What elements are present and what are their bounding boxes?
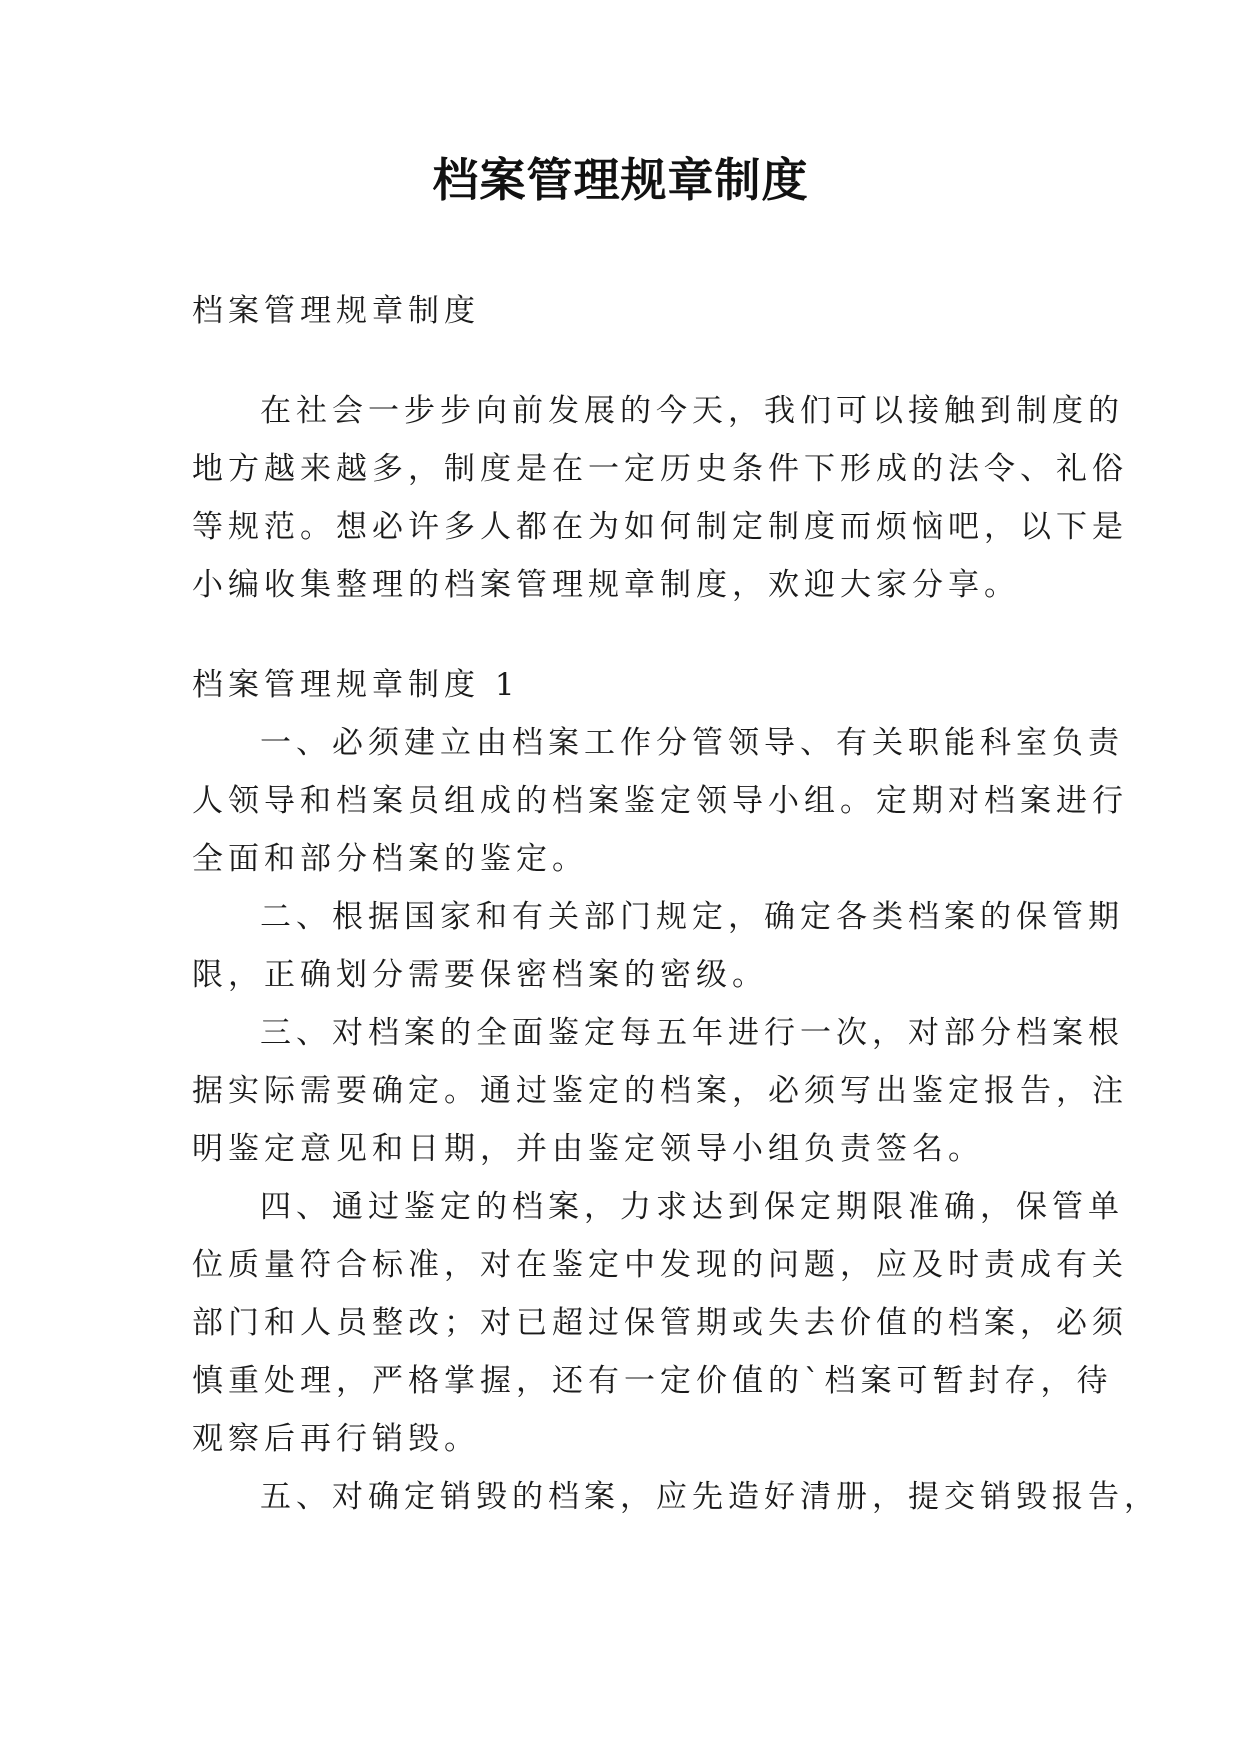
- item-4-line-1: 四、通过鉴定的档案，力求达到保定期限准确，保管单: [260, 1189, 1124, 1225]
- item-1-line-1: 一、必须建立由档案工作分管领导、有关职能科室负责: [260, 725, 1124, 761]
- section-heading: 档案管理规章制度 1: [192, 667, 520, 703]
- document-title: 档案管理规章制度: [432, 153, 809, 207]
- item-paragraph-4: [192, 1178, 1128, 1468]
- item-3-line-2: 据实际需要确定。通过鉴定的档案，必须写出鉴定报告，注: [192, 1073, 1128, 1109]
- item-4-line-4: 慎重处理，严格掌握，还有一定价值的`档案可暂封存，待: [192, 1363, 1113, 1399]
- document-subtitle: 档案管理规章制度: [192, 293, 480, 329]
- item-2-line-2: 限，正确划分需要保密档案的密级。: [192, 957, 768, 993]
- intro-line-1: 在社会一步步向前发展的今天，我们可以接触到制度的: [260, 393, 1124, 429]
- item-paragraph-3: [192, 1004, 1128, 1178]
- item-4-line-3: 部门和人员整改；对已超过保管期或失去价值的档案，必须: [192, 1305, 1128, 1341]
- item-paragraph-2: [192, 888, 1124, 1004]
- document-body: [192, 282, 1160, 1526]
- item-2-line-1: 二、根据国家和有关部门规定，确定各类档案的保管期: [260, 899, 1124, 935]
- intro-paragraph: [192, 382, 1128, 614]
- item-1-line-2: 人领导和档案员组成的档案鉴定领导小组。定期对档案进行: [192, 783, 1128, 819]
- item-5-line-1: 五、对确定销毁的档案，应先造好清册，提交销毁报告，: [260, 1479, 1160, 1515]
- item-paragraph-1: [192, 714, 1128, 888]
- item-paragraph-5: [192, 1468, 1160, 1526]
- item-3-line-3: 明鉴定意见和日期，并由鉴定领导小组负责签名。: [192, 1131, 984, 1167]
- intro-line-3: 等规范。想必许多人都在为如何制定制度而烦恼吧，以下是: [192, 509, 1128, 545]
- item-1-line-3: 全面和部分档案的鉴定。: [192, 841, 588, 877]
- item-4-line-5: 观察后再行销毁。: [192, 1421, 480, 1457]
- item-3-line-1: 三、对档案的全面鉴定每五年进行一次，对部分档案根: [260, 1015, 1124, 1051]
- intro-line-2: 地方越来越多，制度是在一定历史条件下形成的法令、礼俗: [192, 451, 1128, 487]
- item-4-line-2: 位质量符合标准，对在鉴定中发现的问题，应及时责成有关: [192, 1247, 1128, 1283]
- intro-line-4: 小编收集整理的档案管理规章制度，欢迎大家分享。: [192, 567, 1020, 603]
